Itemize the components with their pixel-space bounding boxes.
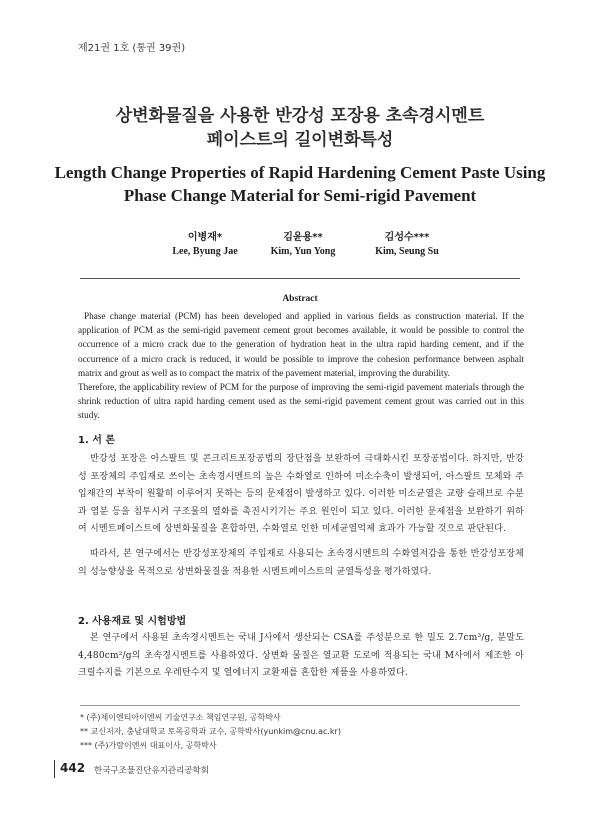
running-header: 제21권 1호 (통권 39권) xyxy=(78,43,186,54)
journal-name: 한국구조물진단유지관리공학회 xyxy=(94,766,209,776)
author-1-english: Lee, Byung Jae xyxy=(172,246,238,257)
footnote-1: * (주)제이엔티아이엔씨 기술연구소 책임연구원, 공학박사 xyxy=(80,713,281,722)
author-2-english: Kim, Yun Yong xyxy=(270,246,336,257)
abstract-divider xyxy=(80,278,520,279)
abstract-heading: Abstract xyxy=(282,294,318,304)
author-3 xyxy=(352,228,462,257)
author-3-korean: 김성수*** xyxy=(384,232,430,243)
footnote-3: *** (주)가람이엔씨 대표이사, 공학박사 xyxy=(80,741,217,750)
section-1-heading: 1. 서 론 xyxy=(78,435,116,446)
abstract-paragraph-2: Therefore, the applicability review of PCM for the purpose of improving the semi-rigid pavement materials through the shrink reduction of ultra rapid harding cement used as the semi-rigid pavement cement grout was carried out in this study. xyxy=(78,382,524,421)
abstract-paragraph-1: Phase change material (PCM) has been developed and applied in various fields as construction material. If the application of PCM as the semi-rigid pavement cement grout becomes available, it would be possible to control the occurrence of a micro crack due to the generation of hydration heat in the ultra rapid harding cement, and if the occurrence of a micro crack is reduced, it would be possible to improve the cohesion performance between asphalt matrix and grout as well as to compact the matrix of the pavement material, improving the durability. xyxy=(78,311,524,378)
title-english-line2: Phase Change Material for Semi-rigid Pavement xyxy=(123,186,477,205)
footnote-2: ** 교신저자, 충남대학교 토목공학과 교수, 공학박사(yunkim@cnu.ac.kr) xyxy=(80,727,341,736)
footnote-divider xyxy=(80,705,520,706)
title-english-line1: Length Change Properties of Rapid Hardening Cement Paste Using xyxy=(54,163,546,182)
author-1 xyxy=(150,228,260,257)
author-2 xyxy=(248,228,358,257)
title-korean-line2: 페이스트의 길이변화특성 xyxy=(206,130,394,150)
section-1-paragraph-2: 따라서, 본 연구에서는 반강성포장체의 주입재로 사용되는 초속경시멘트의 수화열저감을 통한 반강성포장체의 성능향상을 목적으로 상변화물질을 적용한 시멘트페이스트의 균열특성을 평가하였다. xyxy=(78,549,524,577)
section-2-paragraph-1: 본 연구에서 사용된 초속경시멘트는 국내 J사에서 생산되는 CSA를 주성분으로 한 밀도 2.7cm³/g, 분말도 4,480cm²/g의 초속경시멘트를 사용하였다. 상변화 물질은 열교환 도로에 적용되는 국내 M사에서 제조한 아크릴수지를 기본으로 우레탄수지 및 열에너지 교환재를 혼합한 제품을 사용하였다. xyxy=(78,633,524,678)
title-korean-line1: 상변화물질을 사용한 반강성 포장용 초속경시멘트 xyxy=(115,106,485,126)
page-number: 442 xyxy=(60,761,86,775)
author-1-korean: 이병재* xyxy=(187,232,223,243)
page-number-bar xyxy=(54,760,55,778)
section-2-heading: 2. 사용재료 및 시험방법 xyxy=(78,616,187,627)
section-1-paragraph-1: 반강성 포장은 아스팔트 및 콘크리트포장공법의 장단점을 보완하여 극대화시킨 포장공법이다. 하지만, 반강성 포장체의 주입재로 쓰이는 초속경시멘트의 높은 수화열로 인하여 미소수축이 발생되어, 아스팔트 모체와 주입재간의 부착이 원활히 이루어지 못하는 등의 문제점이 발생하고 있다. 이러한 미소균열은 교량 슬래브로 수분과 염분 등을 침투시켜 구조물의 열화를 촉진시키기는 주요 원인이 되고 있다. 이러한 문제점을 보완하기 위하여 시멘트페이스트에 상변화물질을 혼합하면, 수화열로 인한 미세균열억제 효과가 가능할 것으로 판단된다. xyxy=(78,454,524,534)
author-3-english: Kim, Seung Su xyxy=(375,246,439,257)
author-2-korean: 김윤용** xyxy=(283,232,323,243)
